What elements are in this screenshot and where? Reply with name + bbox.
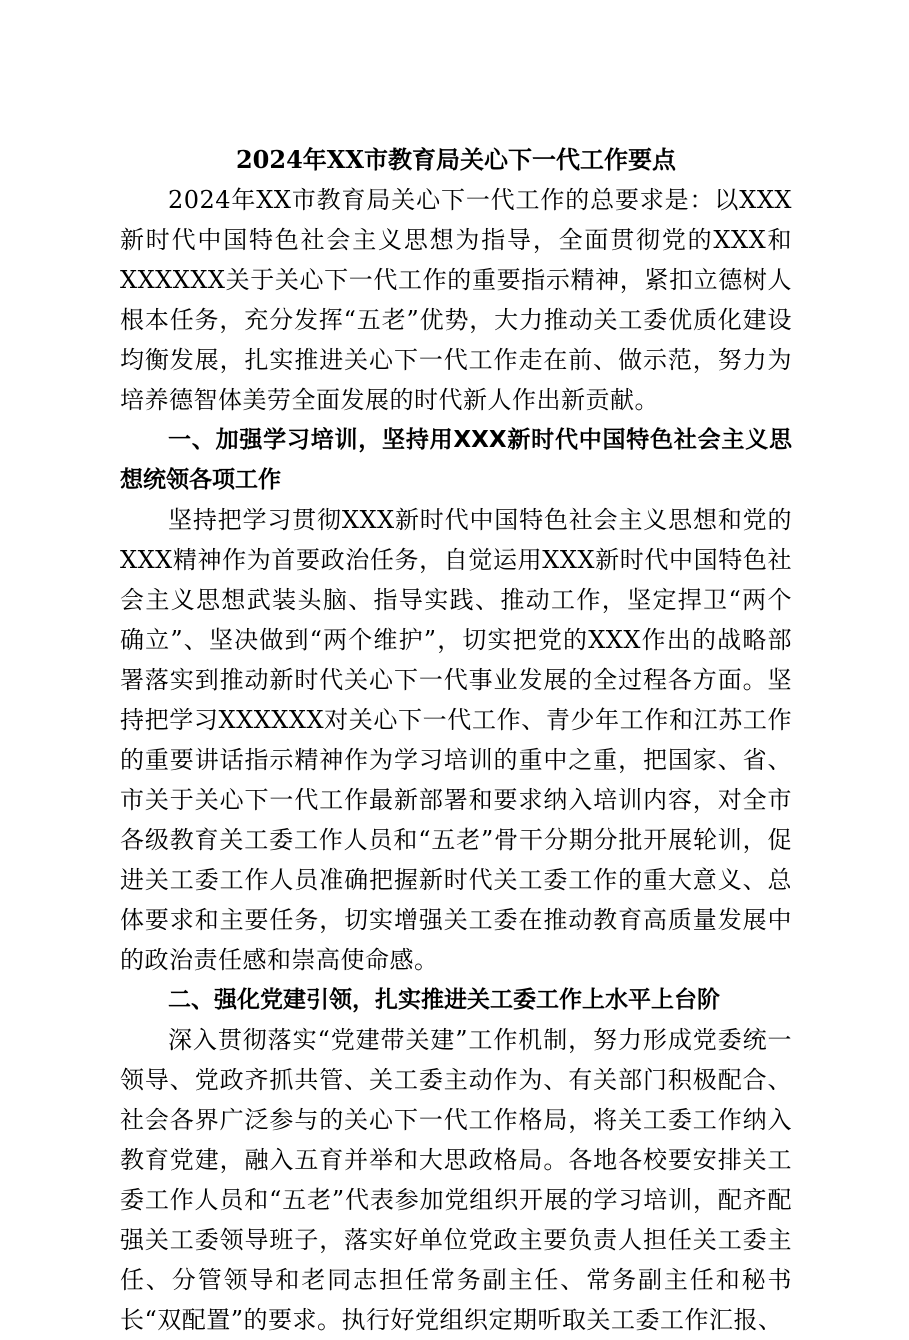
section-1-paragraph: 坚持把学习贯彻XXX新时代中国特色社会主义思想和党的XXX精神作为首要政治任务，自觉运用XXX新时代中国特色社会主义思想武装头脑、指导实践、推动工作，坚定捍卫“两个确立”、坚决做到“两个维护”，切实把党的XXX作出的战略部署落实到推动新时代关心下一代事业发展的全过程各方面。坚持把学习XXXXXX对关心下一代工作、青少年工作和江苏工作的重要讲话指示精神作为学习培训的重中之重，把国家、省、市关于关心下一代工作最新部署和要求纳入培训内容，对全市各级教育关工委工作人员和“五老”骨干分期分批开展轮训，促进关工委工作人员准确把握新时代关工委工作的重大意义、总体要求和主要任务，切实增强关工委在推动教育高质量发展中的政治责任感和崇高使命感。 <box>120 506 792 974</box>
document-title: 2024年XX市教育局关心下一代工作要点 <box>235 145 677 174</box>
section-1-heading: 一、加强学习培训，坚持用XXX新时代中国特色社会主义思想统领各项工作 <box>120 427 792 493</box>
intro-paragraph: 2024年XX市教育局关心下一代工作的总要求是：以XXX新时代中国特色社会主义思想为指导，全面贯彻党的XXX和XXXXXX关于关心下一代工作的重要指示精神，紧扣立德树人根本任务，充分发挥“五老”优势，大力推动关工委优质化建设均衡发展，扎实推进关心下一代工作走在前、做示范，努力为培养德智体美劳全面发展的时代新人作出新贡献。 <box>120 186 792 414</box>
document-content <box>120 140 792 1340</box>
section-2-heading: 二、强化党建引领，扎实推进关工委工作上水平上台阶 <box>168 987 720 1013</box>
section-2-paragraph: 深入贯彻落实“党建带关建”工作机制，努力形成党委统一领导、党政齐抓共管、关工委主动作为、有关部门积极配合、社会各界广泛参与的关心下一代工作格局，将关工委工作纳入教育党建，融入五育并举和大思政格局。各地各校要安排关工委工作人员和“五老”代表参加党组织开展的学习培训，配齐配强关工委领导班子，落实好单位党政主要负责人担任关工委主任、分管领导和老同志担任常务副主任、常务副主任和秘书长“双配置”的要求。执行好党组织定期听取关工委工作汇报、 <box>120 1026 792 1334</box>
